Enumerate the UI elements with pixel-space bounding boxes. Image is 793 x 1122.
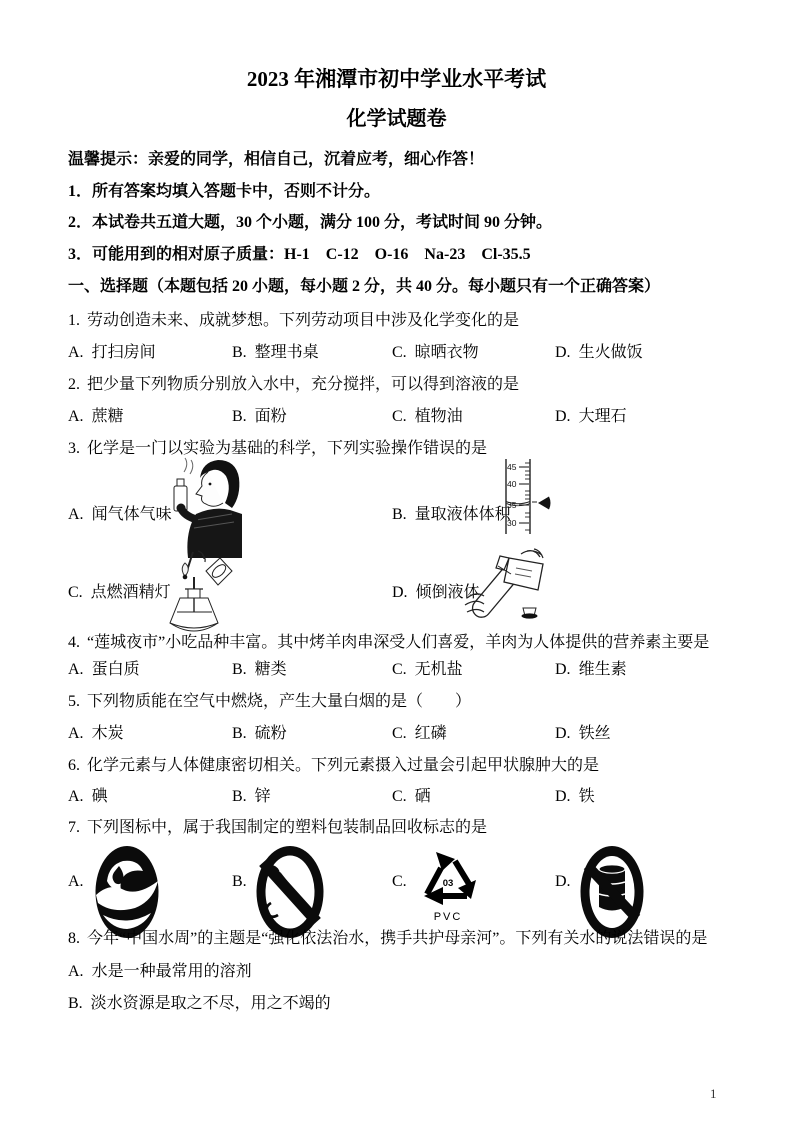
option-text: 糖类: [254, 661, 287, 678]
question-text: 下列图标中，属于我国制定的塑料包装制品回收标志的是: [87, 819, 488, 836]
option-text: 蔗糖: [91, 408, 124, 425]
option-item: [392, 660, 463, 679]
note-line-1: 1．所有答案均填入答题卡中，否则不计分。: [68, 183, 381, 200]
option-label: B.: [232, 725, 247, 742]
option-item: [68, 994, 331, 1013]
option-label: B.: [232, 661, 247, 678]
option-label: D.: [392, 584, 408, 601]
option-label: D.: [555, 408, 571, 425]
question-7: [68, 818, 487, 837]
section-heading: 一、选择题（本题包括 20 小题，每小题 2 分，共 40 分。每小题只有一个正确答案）: [68, 278, 661, 295]
question-text: 化学元素与人体健康密切相关。下列元素摄入过量会引起甲状腺肿大的是: [87, 757, 600, 774]
option-label: D.: [555, 344, 571, 361]
option-label: A.: [68, 661, 84, 678]
question-number: 8.: [68, 930, 80, 947]
recycling-code-label: 03: [442, 878, 454, 889]
question-number: 5.: [68, 693, 80, 710]
cylinder-scale-label: 40: [507, 479, 517, 489]
plastic-recycling-icon: [416, 846, 480, 924]
question-text: 化学是一门以实验为基础的科学，下列实验操作错误的是: [87, 440, 488, 457]
alcohol-lamp-figure: [162, 549, 234, 645]
cylinder-scale-label: 35: [507, 500, 517, 510]
option-item: [232, 407, 287, 426]
question-8: [68, 929, 707, 948]
option-label: C.: [392, 788, 407, 805]
option-text: 无机盐: [414, 661, 463, 678]
option-text: 硫粉: [254, 725, 287, 742]
option-label: B.: [392, 506, 407, 523]
option-label: C.: [392, 873, 407, 890]
exam-subtitle: 化学试题卷: [346, 108, 447, 130]
option-text: 淡水资源是取之不尽，用之不竭的: [90, 995, 331, 1012]
option-item: [68, 407, 124, 426]
option-text: 锌: [254, 788, 271, 805]
option-item: [68, 343, 156, 362]
option-text: 水是一种最常用的溶剂: [91, 963, 252, 980]
no-dumping-icon: [580, 845, 644, 939]
question-text: 今年“中国水周”的主题是“强化依法治水，携手共护母亲河”。下列有关水的说法错误的是: [87, 930, 708, 947]
option-text: 整理书桌: [254, 344, 319, 361]
option-item: [68, 962, 252, 981]
option-item: [392, 343, 479, 362]
option-text: 红磷: [414, 725, 447, 742]
option-text: 晾晒衣物: [414, 344, 479, 361]
option-item: [232, 724, 287, 743]
option-item: [392, 505, 511, 524]
option-label: B.: [232, 873, 247, 890]
option-label: A.: [68, 344, 84, 361]
question-text: 下列物质能在空气中燃烧，产生大量白烟的是（ ）: [87, 693, 472, 710]
option-label: A.: [68, 725, 84, 742]
smelling-gas-figure: [170, 456, 242, 558]
option-item: [392, 872, 407, 891]
option-text: 量取液体体积: [414, 506, 511, 523]
exam-tip: 温馨提示：亲爱的同学，相信自己，沉着应考，细心作答！: [68, 151, 485, 168]
water-saving-icon: [95, 845, 159, 939]
option-label: D.: [555, 725, 571, 742]
option-label: C.: [392, 661, 407, 678]
option-label: A.: [68, 506, 84, 523]
option-item: [555, 343, 643, 362]
option-text: 木炭: [91, 725, 124, 742]
option-item: [68, 505, 172, 524]
option-label: A.: [68, 788, 84, 805]
question-number: 2.: [68, 376, 80, 393]
option-label: B.: [232, 788, 247, 805]
question-number: 1.: [68, 312, 80, 329]
question-6: [68, 756, 599, 775]
question-text: 把少量下列物质分别放入水中，充分搅拌，可以得到溶液的是: [87, 376, 520, 393]
option-text: 植物油: [414, 408, 463, 425]
note-line-3: 3．可能用到的相对原子质量：H-1 C-12 O-16 Na-23 Cl-35.5: [68, 246, 531, 263]
question-5: [68, 692, 471, 711]
option-label: C.: [392, 725, 407, 742]
option-label: B.: [68, 995, 83, 1012]
option-item: [68, 724, 124, 743]
option-text: 点燃酒精灯: [90, 584, 171, 601]
option-item: [68, 787, 108, 806]
option-item: [232, 787, 271, 806]
option-label: A.: [68, 963, 84, 980]
question-4: [68, 633, 709, 652]
option-item: [555, 724, 611, 743]
option-item: [392, 787, 431, 806]
option-text: 蛋白质: [91, 661, 140, 678]
option-label: D.: [555, 661, 571, 678]
observer-eye-icon: [532, 497, 551, 510]
option-label: C.: [68, 584, 83, 601]
option-label: D.: [555, 788, 571, 805]
option-item: [555, 872, 571, 891]
pouring-liquid-figure: [463, 548, 568, 622]
option-item: [555, 407, 627, 426]
option-label: A.: [68, 873, 84, 890]
graduated-cylinder-sketch: [500, 458, 552, 536]
page-number: 1: [710, 1086, 717, 1101]
option-text: 面粉: [254, 408, 287, 425]
option-text: 维生素: [578, 661, 627, 678]
option-label: A.: [68, 408, 84, 425]
question-number: 3.: [68, 440, 80, 457]
cylinder-scale-label: 30: [507, 518, 517, 528]
option-item: [68, 583, 171, 602]
note-line-2: 2．本试卷共五道大题，30 个小题，满分 100 分，考试时间 90 分钟。: [68, 214, 553, 231]
smelling-gas-sketch: [170, 456, 242, 558]
option-label: B.: [232, 344, 247, 361]
option-item: [555, 787, 595, 806]
no-fireworks-icon: [256, 845, 324, 939]
option-label: D.: [555, 873, 571, 890]
question-number: 6.: [68, 757, 80, 774]
option-text: 铁丝: [578, 725, 611, 742]
option-item: [232, 872, 247, 891]
question-number: 7.: [68, 819, 80, 836]
option-text: 闻气体气味: [91, 506, 172, 523]
option-item: [68, 872, 84, 891]
graduated-cylinder-figure: [500, 458, 552, 536]
question-2: [68, 375, 519, 394]
recycling-material-label: PVC: [433, 911, 463, 923]
option-item: [232, 660, 287, 679]
cylinder-scale-label: 45: [507, 462, 517, 472]
question-text: 劳动创造未来、成就梦想。下列劳动项目中涉及化学变化的是: [87, 312, 520, 329]
option-item: [392, 724, 447, 743]
question-text: “莲城夜市”小吃品种丰富。其中烤羊肉串深受人们喜爱，羊肉为人体提供的营养素主要是: [87, 634, 710, 651]
question-1: [68, 311, 519, 330]
question-number: 4.: [68, 634, 80, 651]
option-text: 硒: [414, 788, 431, 805]
option-text: 打扫房间: [91, 344, 156, 361]
option-item: [555, 660, 627, 679]
option-item: [68, 660, 140, 679]
exam-title: 2023 年湘潭市初中学业水平考试: [246, 67, 547, 91]
pouring-liquid-sketch: [463, 548, 568, 622]
option-text: 倾倒液体: [415, 584, 480, 601]
option-text: 碘: [91, 788, 108, 805]
option-item: [232, 343, 319, 362]
option-text: 生火做饭: [578, 344, 643, 361]
option-item: [392, 407, 463, 426]
lighting-alcohol-lamp-sketch: [162, 549, 234, 645]
option-label: C.: [392, 344, 407, 361]
option-label: C.: [392, 408, 407, 425]
option-text: 大理石: [578, 408, 627, 425]
question-3: [68, 439, 487, 458]
option-text: 铁: [578, 788, 595, 805]
option-label: B.: [232, 408, 247, 425]
